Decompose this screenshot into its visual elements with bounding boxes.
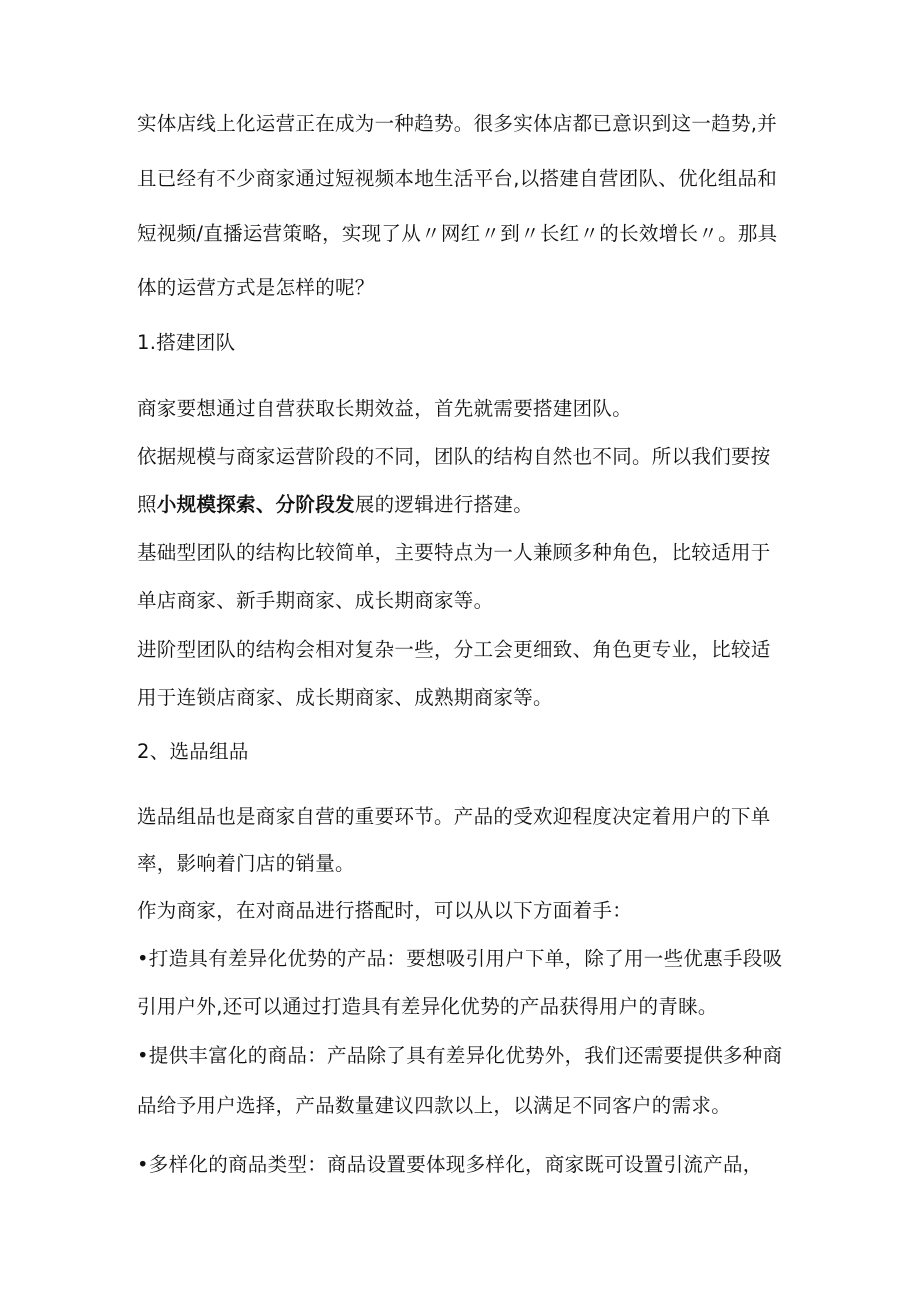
bullet-line: 引用户外,还可以通过打造具有差异化优势的产品获得用户的青睐。 [137,995,718,1018]
paragraph-line: 商家要想通过自营获取长期效益，首先就需要搭建团队。 [137,397,633,420]
paragraph-line: 进阶型团队的结构会相对复杂一些，分工会更细致、角色更专业，比较适 [137,638,771,661]
paragraph-line: 率，影响着门店的销量。 [137,852,355,875]
intro-line: 且已经有不少商家通过短视频本地生活平台,以搭建自营团队、优化组品和 [137,167,778,190]
intro-line: 实体店线上化运营正在成为一种趋势。很多实体店都已意识到这一趋势,并 [137,112,778,135]
intro-line: 体的运营方式是怎样的呢？ [137,276,375,299]
bullet-line: 品给予用户选择，产品数量建议四款以上，以满足不同客户的需求。 [137,1094,732,1117]
section-heading: 2、选品组品 [137,740,249,763]
paragraph-line: 用于连锁店商家、成长期商家、成熟期商家等。 [137,686,553,709]
paragraph-line: 单店商家、新手期商家、成长期商家等。 [137,589,494,612]
paragraph-line: 作为商家，在对商品进行搭配时，可以从以下方面着手： [137,899,633,922]
intro-line: 短视频/直播运营策略，实现了从〃网红〃到〃长红〃的长效增长〃。那具 [137,222,778,245]
paragraph-line: 选品组品也是商家自营的重要环节。产品的受欢迎程度决定着用户的下单 [137,805,771,828]
text-run: 照 [137,493,157,516]
paragraph-line: 基础型团队的结构比较简单，主要特点为一人兼顾多种角色，比较适用于 [137,541,771,564]
text-run: 展的逻辑进行搭建。 [354,493,534,516]
bullet-line: •打造具有差异化优势的产品：要想吸引用户下单，除了用一些优惠手段吸 [137,947,783,970]
section-heading: 1.搭建团队 [137,331,236,354]
paragraph-line [137,492,533,518]
bullet-line: •多样化的商品类型：商品设置要体现多样化，商家既可设置引流产品， [137,1153,763,1176]
bold-text-run: 小规模探索、分阶段发 [156,493,355,516]
bullet-line: •提供丰富化的商品：产品除了具有差异化优势外，我们还需要提供多种商 [137,1044,783,1067]
paragraph-line: 依据规模与商家运营阶段的不同，团队的结构自然也不同。所以我们要按 [137,445,771,468]
